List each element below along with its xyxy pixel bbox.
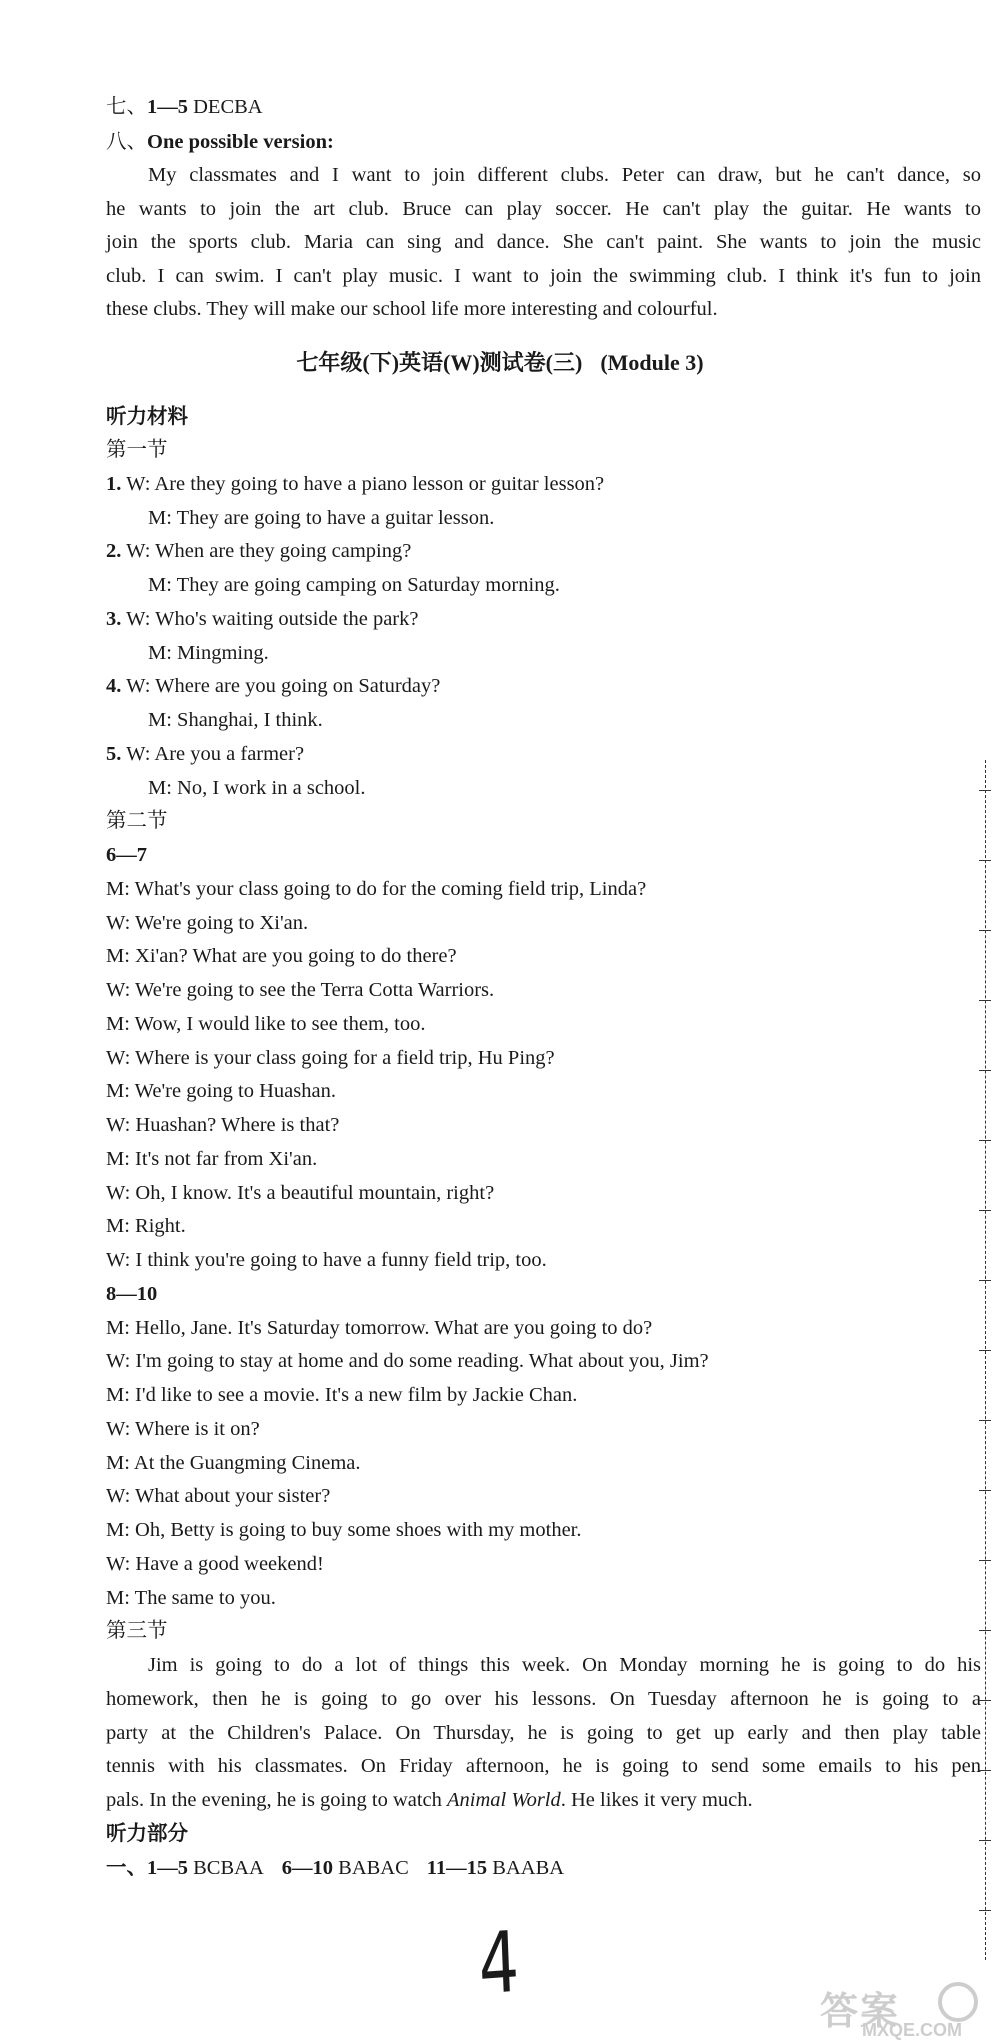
dialogue-line: M: Oh, Betty is going to buy some shoes with my mother. <box>106 1519 582 1541</box>
passage-line: homework, then he is going to go over his lessons. On Tuesday afternoon he is going to a <box>106 1688 981 1710</box>
answers-1: BCBAA <box>188 1857 264 1879</box>
listening-material-heading: 听力材料 <box>106 406 188 428</box>
margin-tick <box>979 790 991 791</box>
dialogue-line: M: Wow, I would like to see them, too. <box>106 1013 426 1035</box>
binding-margin-line <box>985 760 986 1960</box>
handwritten-page-number: 4 <box>476 1912 521 2014</box>
section8-label: 八、 <box>106 131 147 153</box>
answers-3: BAABA <box>487 1857 565 1879</box>
passage-last-start: pals. In the evening, he is going to watch <box>106 1789 448 1811</box>
dialogue-line: M: At the Guangming Cinema. <box>106 1452 361 1474</box>
margin-tick <box>979 1280 991 1281</box>
margin-tick <box>979 1630 991 1631</box>
test-title-text: 七年级(下)英语(W)测试卷(三) <box>296 350 583 375</box>
dialogue-line: M: I'd like to see a movie. It's a new film by Jackie Chan. <box>106 1384 578 1406</box>
q4-m: M: Shanghai, I think. <box>148 709 323 731</box>
essay-line: club. I can swim. I can't play music. I want to join the swimming club. I think it's fun to join <box>106 265 981 287</box>
dialogue-line: W: Oh, I know. It's a beautiful mountain, right? <box>106 1182 495 1204</box>
passage-line: Jim is going to do a lot of things this week. On Monday morning he is going to do his <box>148 1654 981 1676</box>
dialogue-line: M: The same to you. <box>106 1587 276 1609</box>
q5-number: 5. <box>106 743 122 765</box>
dialogue-line: M: Right. <box>106 1215 186 1237</box>
q5-m: M: No, I work in a school. <box>148 777 366 799</box>
group810-label: 8—10 <box>106 1283 158 1305</box>
q2-m: M: They are going camping on Saturday morning. <box>148 574 560 596</box>
essay-line: he wants to join the art club. Bruce can play soccer. He can't play the guitar. He wants to <box>106 198 981 220</box>
q3-w-text: W: Who's waiting outside the park? <box>121 608 419 630</box>
range-1: 1—5 <box>147 1857 188 1879</box>
margin-tick <box>979 1350 991 1351</box>
dialogue-line: W: I think you're going to have a funny field trip, too. <box>106 1249 547 1271</box>
dialogue-line: W: Have a good weekend! <box>106 1553 324 1575</box>
range-2: 6—10 <box>281 1857 334 1879</box>
q3-w <box>106 606 418 632</box>
passage-line: tennis with his classmates. On Friday afternoon, he is going to send some emails to his pen <box>106 1755 981 1777</box>
dialogue-line: M: Hello, Jane. It's Saturday tomorrow. What are you going to do? <box>106 1317 653 1339</box>
q5-w-text: W: Are you a farmer? <box>121 743 305 765</box>
watermark-badge-icon <box>938 1982 978 2022</box>
margin-tick <box>979 1910 991 1911</box>
section7-label: 七、 <box>106 96 147 118</box>
test-module: (Module 3) <box>600 350 704 375</box>
q2-number: 2. <box>106 540 122 562</box>
dialogue-line: W: We're going to Xi'an. <box>106 912 309 934</box>
margin-tick <box>979 1070 991 1071</box>
dialogue-line: M: What's your class going to do for the coming field trip, Linda? <box>106 878 647 900</box>
margin-tick <box>979 1700 991 1701</box>
q1-w <box>106 471 604 497</box>
dialogue-line: M: Xi'an? What are you going to do there? <box>106 945 457 967</box>
dialogue-line: M: We're going to Huashan. <box>106 1080 336 1102</box>
margin-tick <box>979 930 991 931</box>
margin-tick <box>979 1420 991 1421</box>
section1-answers <box>106 1855 564 1881</box>
section7-range: 1—5 <box>147 96 188 118</box>
passage-line: party at the Children's Palace. On Thursday, he is going to get up early and then play table <box>106 1722 981 1744</box>
q2-w-text: W: When are they going camping? <box>121 540 412 562</box>
dialogue-line: M: It's not far from Xi'an. <box>106 1148 318 1170</box>
part3-heading: 第三节 <box>106 1620 168 1642</box>
passage-line <box>106 1787 753 1813</box>
q3-m: M: Mingming. <box>148 642 269 664</box>
program-title: Animal World <box>447 1789 561 1811</box>
watermark-url: MXQE.COM <box>862 2020 963 2040</box>
margin-tick <box>979 1490 991 1491</box>
q1-w-text: W: Are they going to have a piano lesson or guitar lesson? <box>121 473 605 495</box>
q4-w-text: W: Where are you going on Saturday? <box>121 675 441 697</box>
q4-number: 4. <box>106 675 122 697</box>
margin-tick <box>979 1210 991 1211</box>
q3-number: 3. <box>106 608 122 630</box>
essay-line: these clubs. They will make our school life more interesting and colourful. <box>106 298 718 320</box>
passage-last-end: . He likes it very much. <box>560 1789 753 1811</box>
essay-line: join the sports club. Maria can sing and dance. She can't paint. She wants to join the music <box>106 231 981 253</box>
margin-tick <box>979 1140 991 1141</box>
section7-letters: DECBA <box>188 96 263 118</box>
part2-heading: 第二节 <box>106 810 168 832</box>
section7-answers <box>106 94 263 120</box>
section8-title: One possible version: <box>147 131 334 153</box>
listening-part-heading: 听力部分 <box>106 1823 188 1845</box>
section1-label: 一、 <box>106 1857 147 1879</box>
q1-number: 1. <box>106 473 122 495</box>
q4-w <box>106 673 440 699</box>
watermark-text: 答案 <box>820 1991 901 2033</box>
dialogue-line: W: Where is it on? <box>106 1418 260 1440</box>
part1-heading: 第一节 <box>106 439 168 461</box>
q1-m: M: They are going to have a guitar lesson. <box>148 507 495 529</box>
dialogue-line: W: Where is your class going for a field trip, Hu Ping? <box>106 1047 555 1069</box>
margin-tick <box>979 1560 991 1561</box>
margin-tick <box>979 1770 991 1771</box>
essay-line: My classmates and I want to join different clubs. Peter can draw, but he can't dance, so <box>148 164 981 186</box>
dialogue-line: W: I'm going to stay at home and do some reading. What about you, Jim? <box>106 1350 709 1372</box>
test-title <box>0 350 1000 376</box>
dialogue-line: W: What about your sister? <box>106 1485 331 1507</box>
watermark-logo <box>820 1980 995 2040</box>
q2-w <box>106 538 411 564</box>
q5-w <box>106 741 304 767</box>
group67-label: 6—7 <box>106 844 147 866</box>
dialogue-line: W: We're going to see the Terra Cotta Warriors. <box>106 979 495 1001</box>
margin-tick <box>979 1000 991 1001</box>
dialogue-line: W: Huashan? Where is that? <box>106 1114 340 1136</box>
range-3: 11—15 <box>426 1857 488 1879</box>
section8-heading <box>106 129 334 155</box>
margin-tick <box>979 860 991 861</box>
answers-2: BABAC <box>333 1857 409 1879</box>
margin-tick <box>979 1840 991 1841</box>
